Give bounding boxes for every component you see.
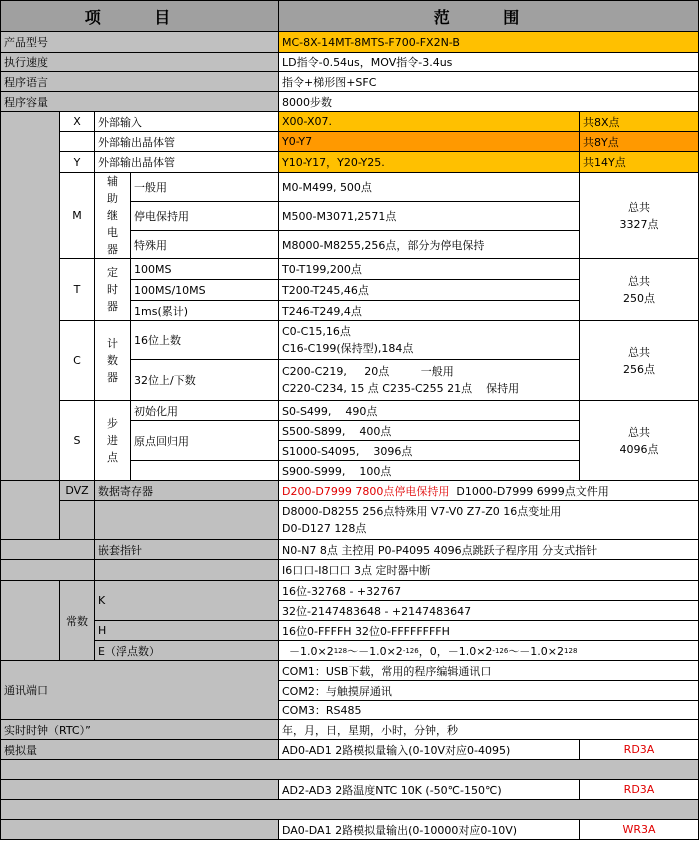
io-y1-total: 共8Y点 (579, 131, 699, 152)
timer-name: 定 时 器 (94, 258, 131, 321)
io-y2-code: Y (59, 151, 95, 173)
comm-com1: COM1：USB下载，常用的程序编辑通讯口 (278, 660, 699, 681)
counter-code: C (59, 320, 95, 401)
step-r1-label: 初始化用 (130, 400, 279, 421)
constant-e-label: E（浮点数） (94, 640, 279, 661)
io-x-label: 外部输入 (94, 111, 279, 132)
pointer-r2-left (0, 559, 95, 581)
rtc-value: 年，月，日，星期，小时，分钟，秒 (278, 719, 699, 740)
constant-k-label: K (94, 580, 279, 621)
constant-left (0, 580, 60, 661)
pointer-r2-label (94, 559, 279, 581)
relay-total: 总共 3327点 (579, 172, 699, 259)
language-value: 指令+梯形图+SFC (278, 71, 699, 92)
timer-total: 总共 250点 (579, 258, 699, 321)
dvz-label: 数据寄存器 (94, 480, 279, 501)
step-r2-label: 原点回归用 (130, 420, 279, 461)
counter-r1-value: C0-C15,16点 C16-C199(保持型),184点 (278, 320, 580, 360)
relay-r3-label: 特殊用 (130, 230, 279, 259)
dvz-file-use: D1000-D7999 6999点文件用 (449, 484, 609, 498)
constant-k2: 32位-2147483648 - +2147483647 (278, 600, 699, 621)
io-y2-label: 外部输出晶体管 (94, 151, 279, 173)
analog-spacer1 (0, 759, 699, 780)
relay-r1-label: 一般用 (130, 172, 279, 202)
counter-name: 计 数 器 (94, 320, 131, 401)
dvz-power-hold: D200-D7999 7800点停电保持用 (282, 484, 450, 498)
relay-code: M (59, 172, 95, 259)
speed-value: LD指令-0.54us，MOV指令-3.4us (278, 52, 699, 72)
analog-a1: AD0-AD1 2路模拟量输入(0-10V对应0-4095) (278, 739, 580, 760)
model-value: MC-8X-14MT-8MTS-F700-FX2N-B (278, 31, 699, 53)
timer-r1-label: 100MS (130, 258, 279, 280)
timer-r1-value: T0-T199,200点 (278, 258, 580, 280)
comm-com2: COM2：与触摸屏通讯 (278, 680, 699, 701)
dvz-r2-value: D8000-D8255 256点特殊用 V7-V0 Z7-Z0 16点变址用 D0-D127 128点 (278, 500, 699, 540)
analog-a2: AD2-AD3 2路温度NTC 10K (-50℃-150℃) (278, 779, 580, 800)
pointer-label: 嵌套指针 (94, 539, 279, 560)
analog-a1-module: RD3A (579, 739, 699, 760)
io-y2-value: Y10-Y17，Y20-Y25. (278, 151, 580, 173)
io-x-value: X00-X07. (278, 111, 580, 132)
step-name: 步 进 点 (94, 400, 131, 481)
counter-r2-value: C200-C219, 20点 一般用 C220-C234, 15 点 C235-C255 21点 保持用 (278, 359, 580, 401)
model-label: 产品型号 (0, 31, 279, 53)
analog-a2-left (0, 779, 279, 800)
constant-k1: 16位-32768 - +32767 (278, 580, 699, 601)
analog-a3-left (0, 819, 279, 840)
dvz-r1-value (278, 480, 699, 501)
analog-spacer2 (0, 799, 699, 820)
timer-code: T (59, 258, 95, 321)
analog-a3: DA0-DA1 2路模拟量输出(0-10000对应0-10V) (278, 819, 580, 840)
step-r2-value: S500-S899, 400点 (278, 420, 580, 441)
analog-a3-module: WR3A (579, 819, 699, 840)
dvz-r2-label (94, 500, 279, 540)
capacity-value: 8000步数 (278, 91, 699, 112)
speed-label: 执行速度 (0, 52, 279, 72)
counter-total: 总共 256点 (579, 320, 699, 401)
relay-r1-value: M0-M499, 500点 (278, 172, 580, 202)
comm-label: 通讯端口 (0, 660, 279, 720)
dvz-r2-code (59, 500, 95, 540)
io-y1-code (59, 131, 95, 152)
dvz-code: DVZ (59, 480, 95, 501)
io-y2-total: 共14Y点 (579, 151, 699, 173)
step-r1-value: S0-S499, 490点 (278, 400, 580, 421)
analog-a2-module: RD3A (579, 779, 699, 800)
relay-r2-label: 停电保持用 (130, 201, 279, 231)
rtc-label: 实时时钟（RTC）” (0, 719, 279, 740)
constant-h-value: 16位0-FFFFH 32位0-FFFFFFFFH (278, 620, 699, 641)
relay-r3-value: M8000-M8255,256点，部分为停电保持 (278, 230, 580, 259)
pointer-r2-value: I6口口-I8口口 3点 定时器中断 (278, 559, 699, 581)
capacity-label: 程序容量 (0, 91, 279, 112)
timer-r2-value: T200-T245,46点 (278, 279, 580, 301)
step-total: 总共 4096点 (579, 400, 699, 481)
constant-e-value: －1.0×2 128 ～－1.0×2 -126 ，0，－1.0×2 -126 ～－1.0×2 128 (278, 640, 699, 661)
step-r4-label (130, 460, 279, 481)
relay-name: 辅 助 继 电 器 (94, 172, 131, 259)
comm-com3: COM3：RS485 (278, 700, 699, 720)
io-x-total: 共8X点 (579, 111, 699, 132)
header-item: 项 目 (0, 0, 279, 32)
header-range: 范 围 (278, 0, 699, 32)
step-r3-value: S1000-S4095, 3096点 (278, 440, 580, 461)
constant-label: 常数 (59, 580, 95, 661)
io-y1-label: 外部输出晶体管 (94, 131, 279, 152)
timer-r3-label: 1ms(累计) (130, 300, 279, 321)
counter-r2-label: 32位上/下数 (130, 359, 279, 401)
pointer-r1-value: N0-N7 8点 主控用 P0-P4095 4096点跳跃子程序用 分支式指针 (278, 539, 699, 560)
step-r4-value: S900-S999, 100点 (278, 460, 580, 481)
io-y1-value: Y0-Y7 (278, 131, 580, 152)
constant-h-label: H (94, 620, 279, 641)
dvz-left (0, 480, 60, 540)
relay-r2-value: M500-M3071,2571点 (278, 201, 580, 231)
timer-r2-label: 100MS/10MS (130, 279, 279, 301)
soft-elements-block (0, 111, 60, 481)
analog-label: 模拟量 (0, 739, 279, 760)
counter-r1-label: 16位上数 (130, 320, 279, 360)
pointer-left (0, 539, 95, 560)
language-label: 程序语言 (0, 71, 279, 92)
timer-r3-value: T246-T249,4点 (278, 300, 580, 321)
io-x-code: X (59, 111, 95, 132)
step-code: S (59, 400, 95, 481)
